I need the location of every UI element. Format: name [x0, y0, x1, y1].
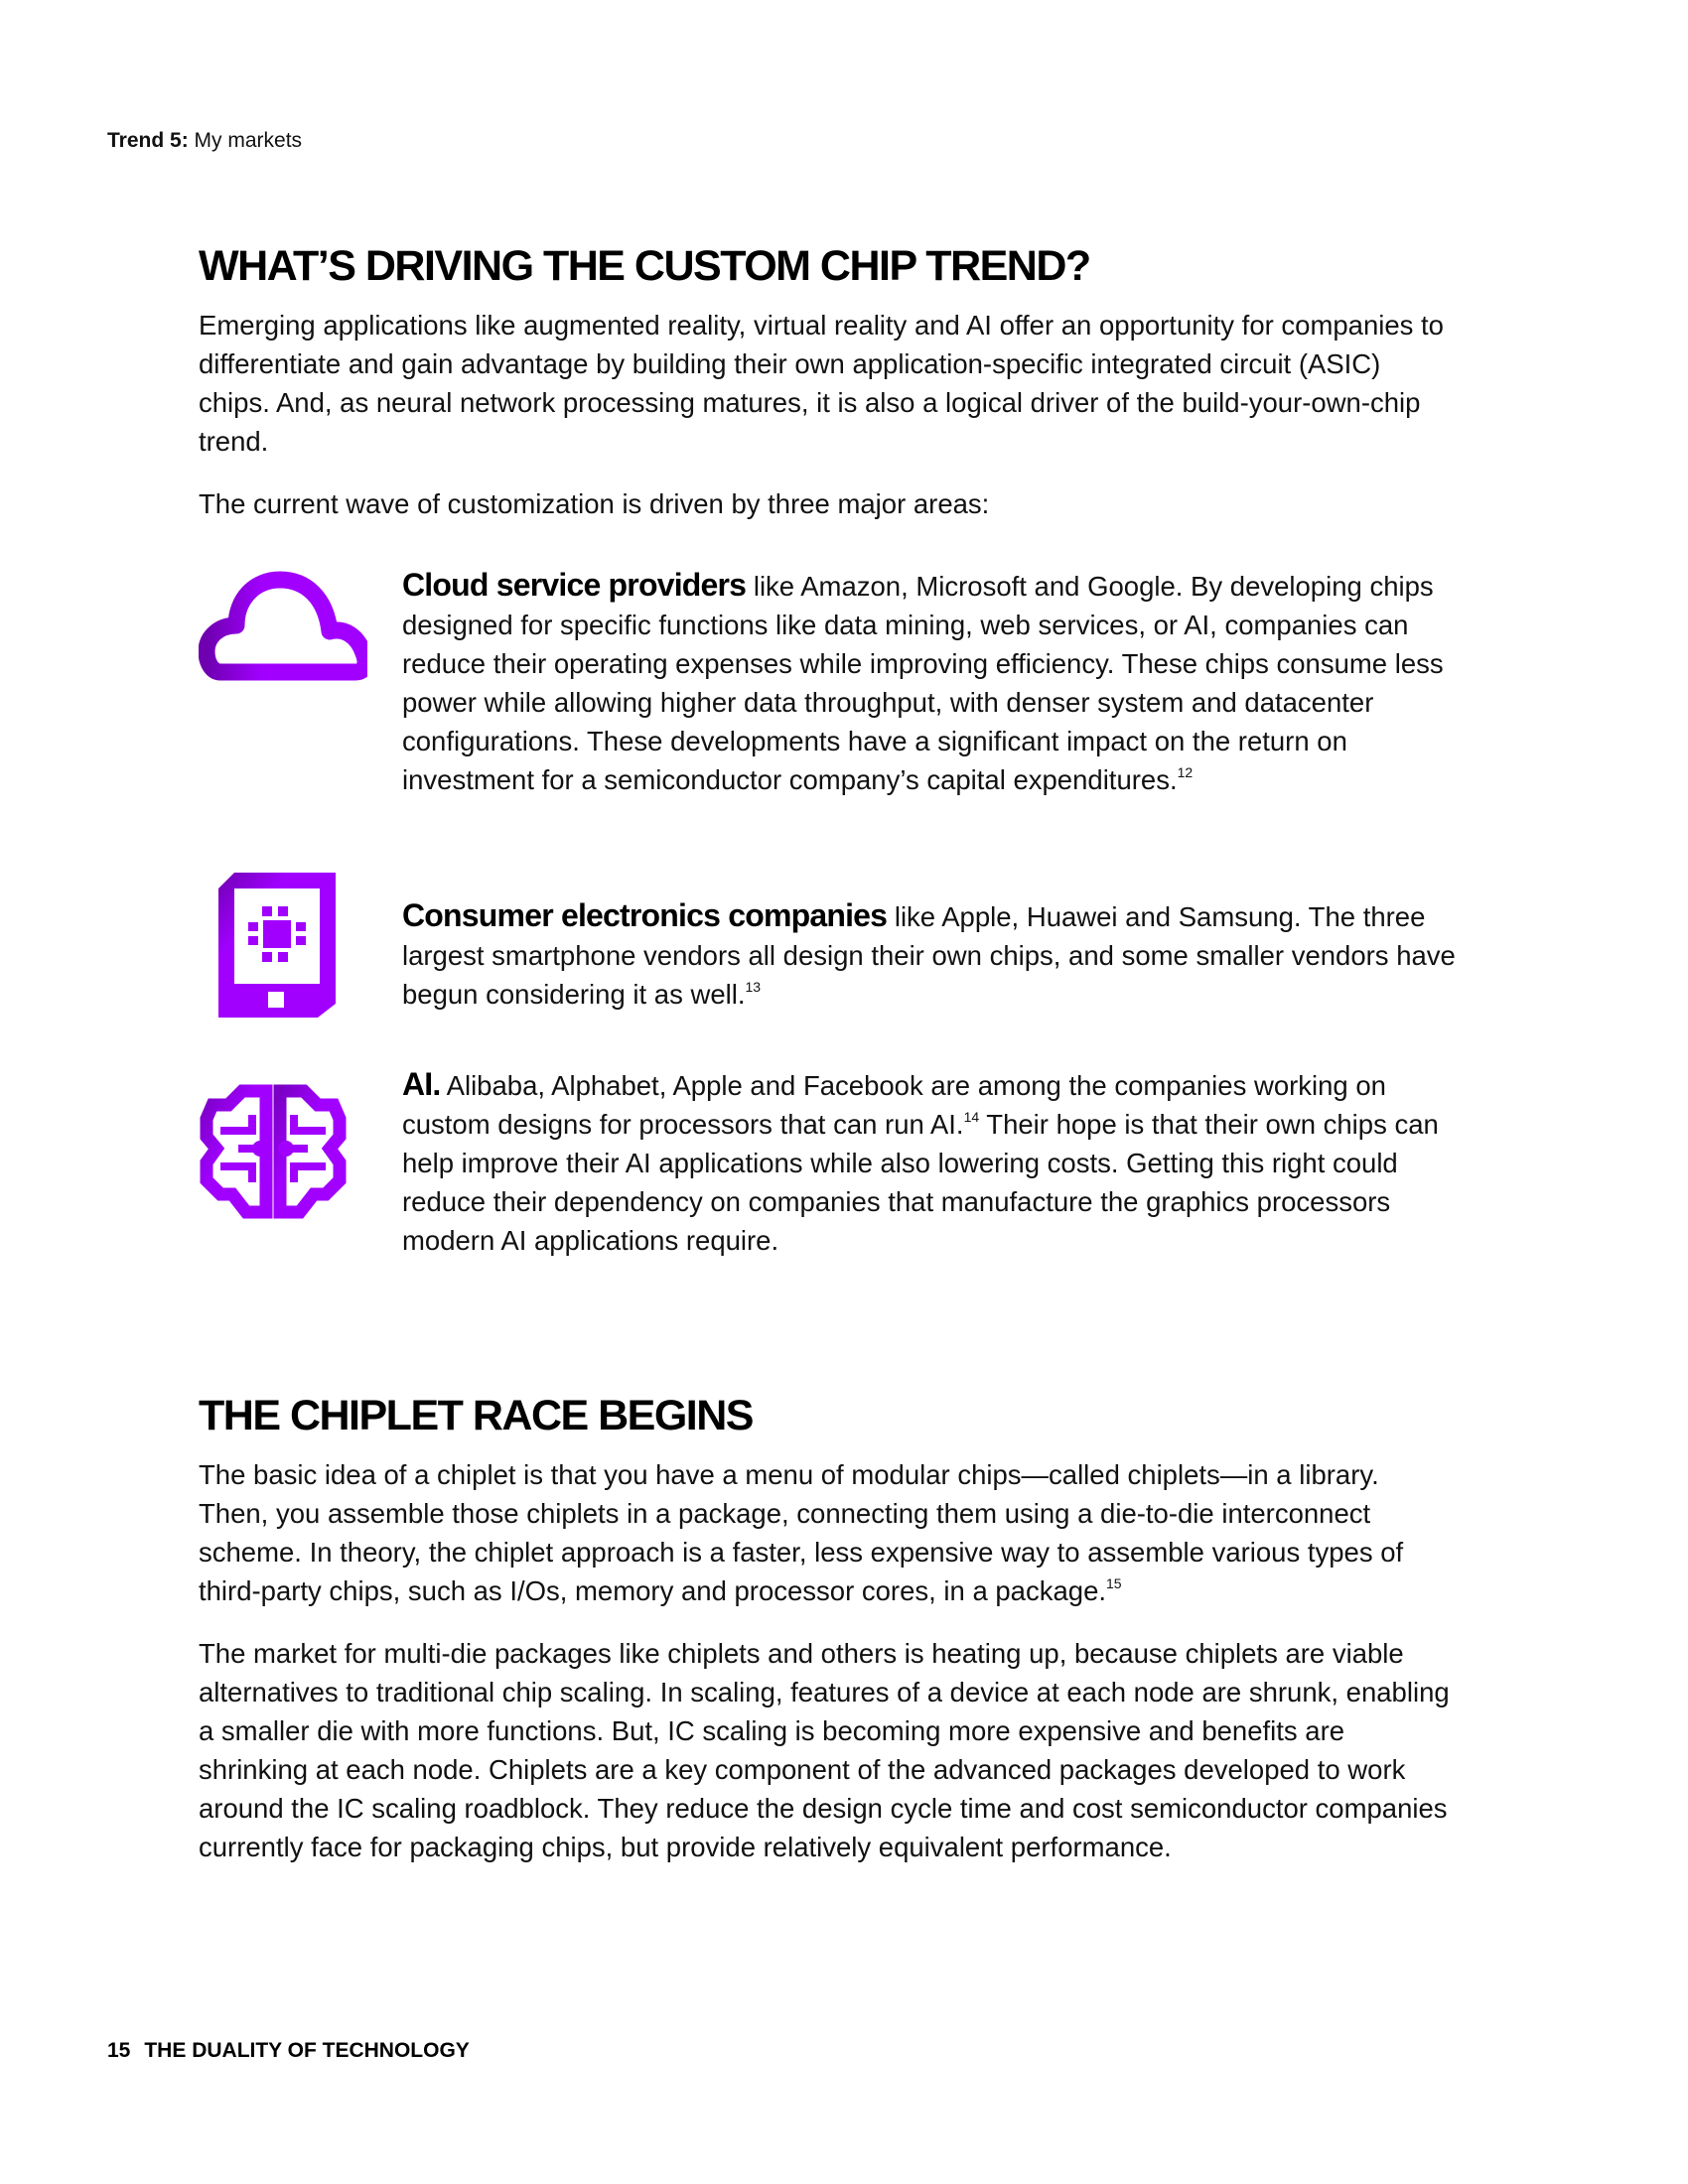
consumer-item-body: like Apple, Huawei and Samsung. The three largest smartphone vendors all design their own chips, and some smaller vendors have begun considering it as well. — [402, 901, 1456, 1010]
trend-title: My markets — [194, 129, 303, 152]
chiplet-paragraph-1 — [199, 1455, 1450, 1610]
footnote-12: 12 — [1177, 764, 1194, 780]
cloud-item-body: like Amazon, Microsoft and Google. By developing chips designed for specific functions like data mining, web services, or AI, companies can reduce their operating expenses while improving efficiency. These chips consume less power while allowing higher data throughput, with denser system and datacenter configurations. These developments have a significant impact on the return on investment for a semiconductor company’s capital expenditures. — [402, 571, 1444, 795]
intro-paragraph: Emerging applications like augmented reality, virtual reality and AI offer an opportunity for companies to differentiate and gain advantage by building their own application-specific integrated circuit (ASIC) chips. And, as neural network processing matures, it is also a logical driver of the build-your-own-chip trend. — [199, 310, 1444, 457]
page-number: 15 — [107, 2039, 131, 2062]
brain-circuit-icon — [199, 1075, 348, 1229]
smartphone-chip-icon — [212, 867, 342, 1026]
lead-in-paragraph: The current wave of customization is driven by three major areas: — [199, 488, 990, 519]
ai-item-body-b: Their hope is that their own chips can help improve their AI applications while also lowering costs. Getting this right could reduce their dependency on companies that manufacture the graphics processors modern AI applications require. — [402, 1109, 1439, 1256]
chiplet-paragraph-2: The market for multi-die packages like chiplets and others is heating up, because chiplets are viable alternatives to traditional chip scaling. In scaling, features of a device at each node are shrunk, enabling a smaller die with more functions. But, IC scaling is becoming more expensive and benefits are shrinking at each node. Chiplets are a key component of the advanced packages developed to work around the IC scaling roadblock. They reduce the design cycle time and cost semiconductor companies currently face for packaging chips, but provide relatively equivalent performance. — [199, 1638, 1450, 1862]
page-footer — [107, 2037, 470, 2065]
cloud-item-lead: Cloud service providers — [402, 567, 747, 603]
running-head — [107, 127, 302, 155]
cloud-icon — [199, 570, 367, 690]
ai-item-body-a: Alibaba, Alphabet, Apple and Facebook are among the companies working on custom designs for processors that can run AI. — [402, 1070, 1386, 1140]
publication-title: THE DUALITY OF TECHNOLOGY — [144, 2039, 470, 2062]
footnote-14: 14 — [963, 1109, 980, 1125]
cloud-item-text — [402, 566, 1475, 799]
chiplet-paragraph-1-text: The basic idea of a chiplet is that you have a menu of modular chips—called chiplets—in a library. Then, you assemble those chiplets in a package, connecting them using a die-to-die interconnect scheme. In theory, the chiplet approach is a faster, less expensive way to assemble various types of third-party chips, such as I/Os, memory and processor cores, in a package. — [199, 1459, 1404, 1606]
consumer-item-lead: Consumer electronics companies — [402, 897, 888, 933]
section-heading-chiplet-race: THE CHIPLET RACE BEGINS — [199, 1392, 753, 1439]
section-heading-custom-chip: WHAT’S DRIVING THE CUSTOM CHIP TREND? — [199, 242, 1090, 290]
trend-label: Trend 5: — [107, 129, 189, 152]
footnote-13: 13 — [745, 979, 762, 995]
ai-item-text — [402, 1065, 1475, 1260]
ai-item-lead: AI. — [402, 1066, 441, 1102]
footnote-15: 15 — [1106, 1575, 1122, 1591]
consumer-item-text — [402, 896, 1475, 1014]
